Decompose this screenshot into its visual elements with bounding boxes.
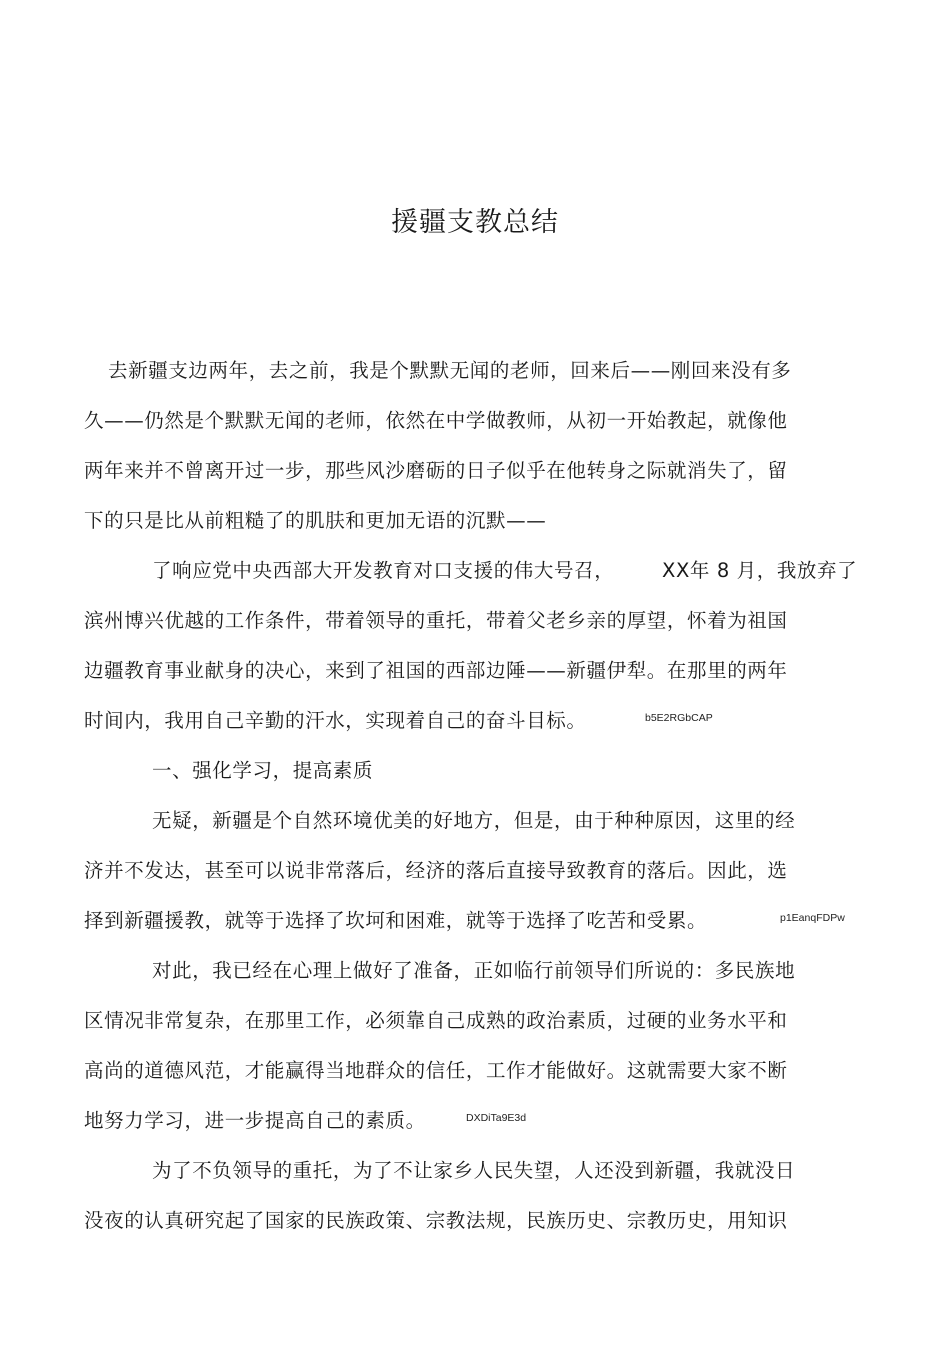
section-heading: 一、强化学习，提高素质 — [152, 759, 374, 782]
paragraph-line: 两年来并不曾离开过一步，那些风沙磨砺的日子似乎在他转身之际就消失了，留 — [84, 459, 788, 482]
paragraph-line: 择到新疆援教，就等于选择了坎坷和困难，就等于选择了吃苦和受累。 — [84, 909, 708, 932]
paragraph-line: 高尚的道德风范，才能赢得当地群众的信任，工作才能做好。这就需要大家不断 — [84, 1059, 788, 1082]
document-code: p1EanqFDPw — [780, 912, 845, 924]
paragraph-line: 区情况非常复杂，在那里工作，必须靠自己成熟的政治素质，过硬的业务水平和 — [84, 1009, 788, 1032]
paragraph-line: 为了不负领导的重托，为了不让家乡人民失望，人还没到新疆，我就没日 — [152, 1159, 796, 1182]
paragraph-line: 时间内，我用自己辛勤的汗水，实现着自己的奋斗目标。 — [84, 709, 587, 732]
paragraph-line: 去新疆支边两年，去之前，我是个默默无闻的老师，回来后——刚回来没有多 — [108, 359, 792, 382]
paragraph-line: 滨州博兴优越的工作条件，带着领导的重托，带着父老乡亲的厚望，怀着为祖国 — [84, 609, 788, 632]
paragraph-line: 无疑，新疆是个自然环境优美的好地方，但是，由于种种原因，这里的经 — [152, 809, 796, 832]
paragraph-line: 久——仍然是个默默无闻的老师，依然在中学做教师，从初一开始教起，就像他 — [84, 409, 788, 432]
paragraph-line: 没夜的认真研究起了国家的民族政策、宗教法规，民族历史、宗教历史，用知识 — [84, 1209, 788, 1232]
paragraph-line: 对此，我已经在心理上做好了准备，正如临行前领导们所说的：多民族地 — [152, 959, 796, 982]
document-code: b5E2RGbCAP — [645, 712, 713, 724]
page-title: 援疆支教总结 — [391, 207, 559, 238]
paragraph-line: 下的只是比从前粗糙了的肌肤和更加无语的沉默—— — [84, 509, 547, 532]
document-code: DXDiTa9E3d — [466, 1112, 527, 1124]
paragraph-line: XX年 8 月，我放弃了 — [662, 559, 858, 582]
paragraph-line: 边疆教育事业献身的决心，来到了祖国的西部边陲——新疆伊犁。在那里的两年 — [84, 659, 788, 682]
paragraph-line: 了响应党中央西部大开发教育对口支援的伟大号召， — [152, 559, 615, 582]
paragraph-line: 地努力学习，进一步提高自己的素质。 — [84, 1109, 426, 1132]
paragraph-line: 济并不发达，甚至可以说非常落后，经济的落后直接导致教育的落后。因此，选 — [84, 859, 788, 882]
